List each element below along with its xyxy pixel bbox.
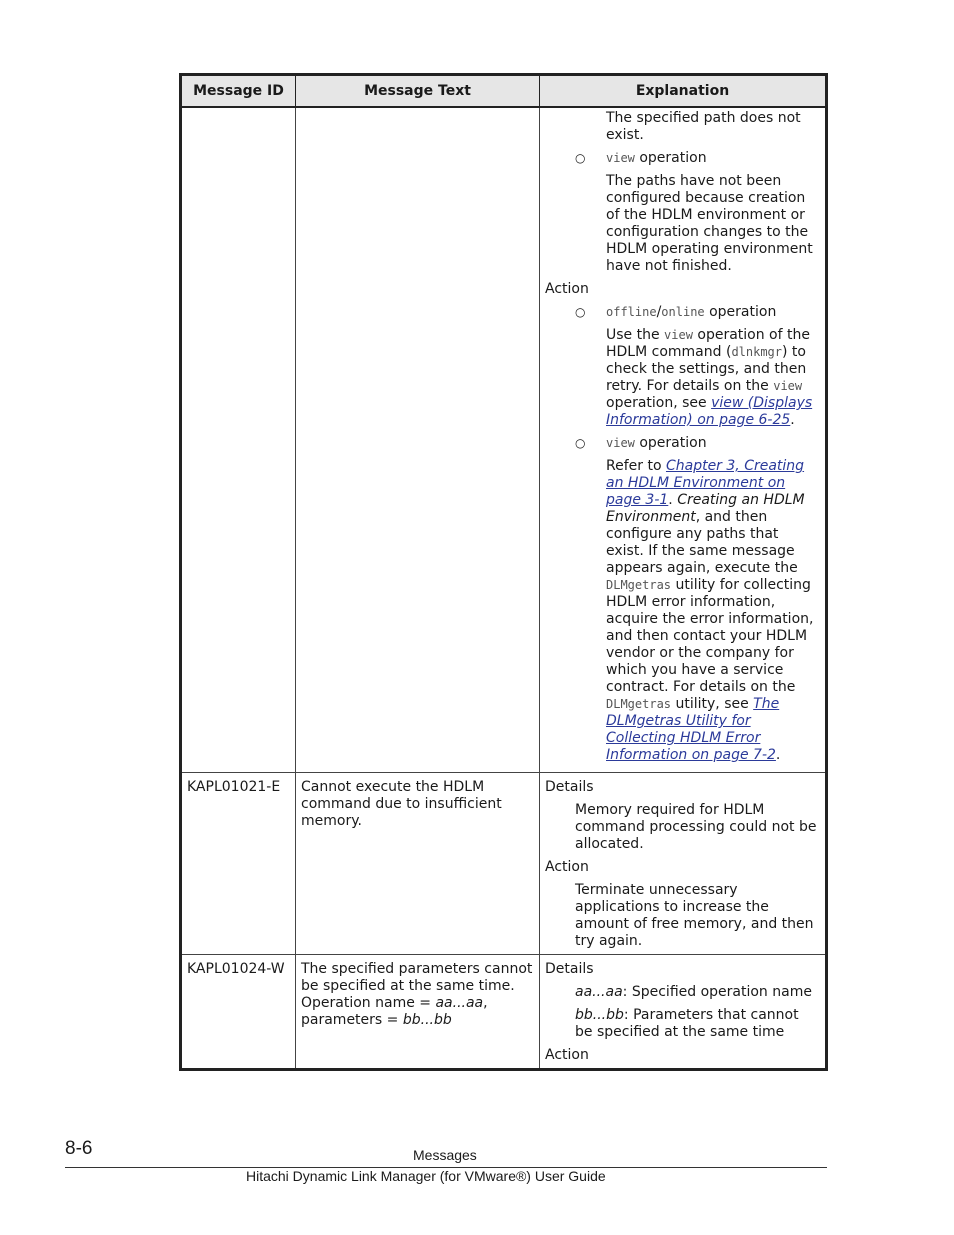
code-dlnkmgr: dlnkmgr (731, 345, 783, 359)
text: utility for collecting HDLM error information, acquire the error information, and then contact your HDLM vendor or the company for which you have a service contract. For details on the (606, 577, 814, 695)
bullet-circle-icon: ○ (575, 151, 586, 165)
bullet-offline-online-operation (545, 304, 820, 321)
text: operation, see (606, 395, 712, 411)
text: Use the (606, 327, 665, 343)
section-title: Messages (413, 1147, 477, 1163)
details-text: Memory required for HDLM command processing could not be allocated. (575, 801, 817, 852)
action-label: Action (545, 1046, 589, 1063)
detail-operation-name (545, 984, 820, 1001)
text: The specified parameters cannot be specified at the same time. Operation name = (301, 960, 533, 1011)
text: . (775, 747, 781, 763)
message-text-cell: Cannot execute the HDLM command due to insufficient memory. (296, 772, 540, 954)
header-message-id: Message ID (181, 75, 296, 108)
details-label: Details (545, 778, 594, 795)
book-title: Hitachi Dynamic Link Manager (for VMware®) User Guide (246, 1168, 606, 1184)
header-message-text: Message Text (296, 75, 540, 108)
bullet-label: operation (634, 150, 707, 166)
text: Refer to (606, 458, 666, 474)
code-view: view (606, 436, 635, 450)
separator: / (656, 304, 662, 320)
code-view: view (606, 151, 635, 165)
text: , parameters = (301, 994, 488, 1028)
table-row (181, 954, 827, 1069)
text: utility, see (671, 696, 754, 712)
text: : Specified operation name (622, 983, 812, 1000)
page-number: 8-6 (65, 1138, 93, 1159)
offline-online-action-text (545, 327, 820, 429)
code-view: view (773, 379, 803, 393)
bullet-label: operation (704, 304, 777, 320)
messages-table (179, 73, 828, 1071)
message-id-cell (181, 107, 296, 772)
table-header-row (181, 75, 827, 108)
explanation-cell (540, 954, 827, 1069)
bullet-view-operation (545, 150, 820, 167)
text: operation of the HDLM command ( (606, 327, 810, 360)
code-offline: offline (606, 305, 657, 319)
code-online: online (661, 305, 705, 319)
action-label: Action (545, 858, 589, 875)
code-dlmgetras: DLMgetras (606, 578, 672, 592)
italic-variable: bb...bb (575, 1006, 624, 1023)
action-text: Terminate unnecessary applications to increase the amount of free memory, and then try again. (575, 881, 814, 949)
explanation-cell (540, 107, 827, 772)
link-view-displays-information[interactable]: view (Displays Information) on page 6-25 (606, 395, 813, 428)
message-id-cell: KAPL01021-E (181, 772, 296, 954)
paths-not-configured-text: The paths have not been configured because creation of the HDLM environment or configuration changes to the HDLM operating environment have not finished. (606, 173, 813, 274)
bullet-view-operation (545, 435, 820, 452)
text: . (790, 412, 795, 428)
explanation-cell (540, 772, 827, 954)
path-not-exist-text: The specified path does not exist. (606, 110, 801, 143)
message-text-cell (296, 954, 540, 1069)
code-view: view (664, 328, 693, 342)
link-dlmgetras-utility[interactable]: The DLMgetras Utility for Collecting HDLM Error Information on page 7-2 (606, 696, 780, 763)
message-text-cell (296, 107, 540, 772)
bullet-label: operation (634, 435, 707, 451)
text: : Parameters that cannot be specified at the same time (575, 1006, 799, 1040)
view-action-text (545, 458, 820, 764)
italic-title: Creating an HDLM Environment (606, 492, 805, 525)
link-chapter-3[interactable]: Chapter 3, Creating an HDLM Environment on page 3-1 (606, 458, 805, 508)
table-row (181, 772, 827, 954)
text: ) to check the settings, and then retry. For details on the (606, 344, 807, 394)
italic-variable: aa...aa (435, 994, 484, 1011)
action-label: Action (545, 281, 589, 297)
header-explanation: Explanation (540, 75, 827, 108)
italic-variable: bb...bb (402, 1011, 452, 1028)
italic-variable: aa...aa (575, 983, 623, 1000)
text: , and then configure any paths that exist. If the same message appears again, execute the (606, 509, 798, 576)
bullet-circle-icon: ○ (575, 305, 586, 319)
text: . (668, 492, 678, 508)
message-id-cell: KAPL01024-W (181, 954, 296, 1069)
bullet-circle-icon: ○ (575, 436, 586, 450)
details-label: Details (545, 960, 594, 977)
code-dlmgetras: DLMgetras (606, 697, 672, 711)
table-row (181, 107, 827, 772)
detail-parameters (545, 1007, 820, 1041)
